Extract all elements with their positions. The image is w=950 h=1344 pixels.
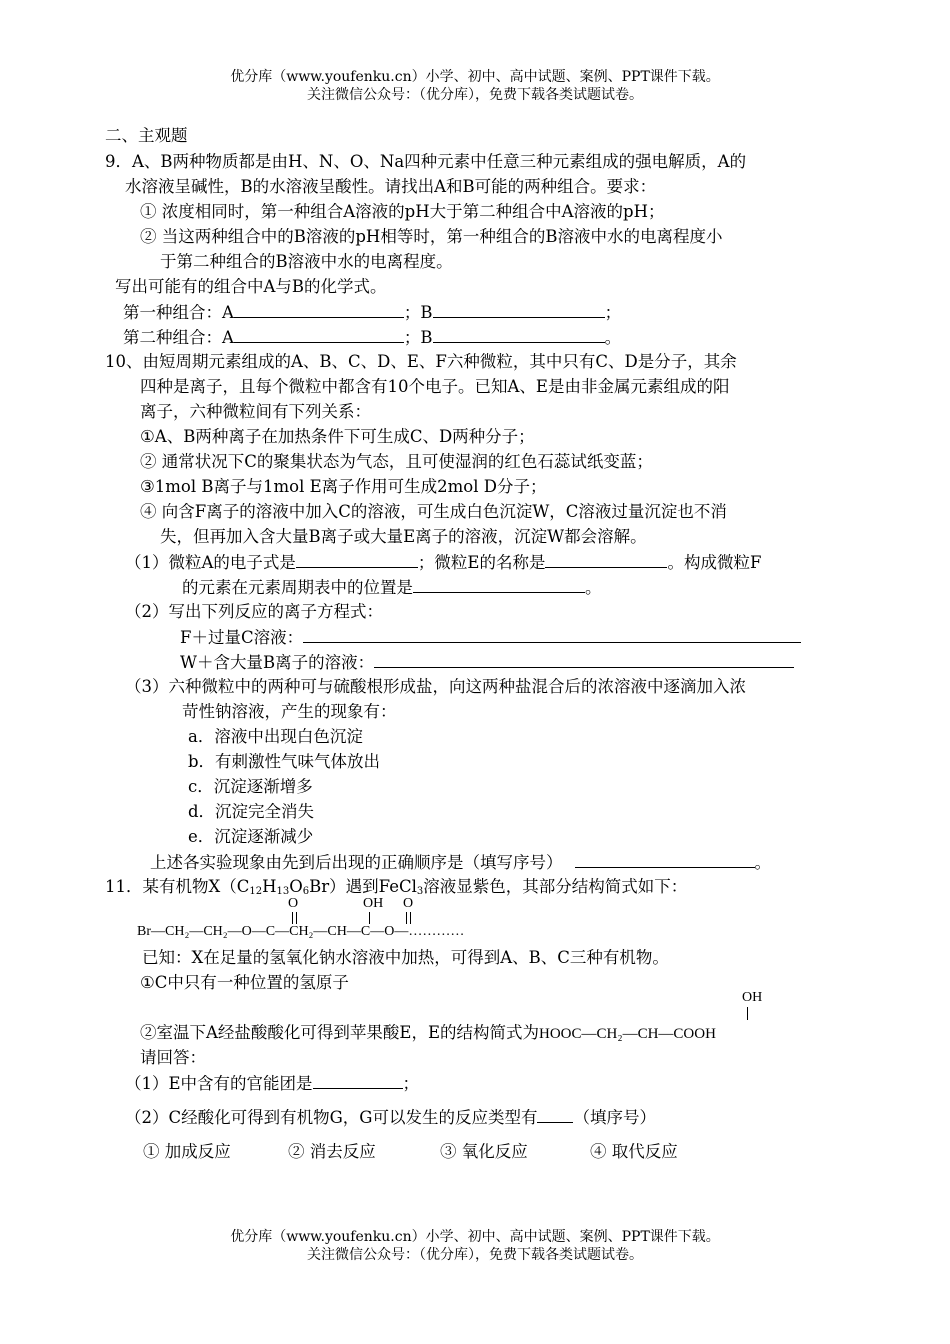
q10-part3a: （3）六种微粒中的两种可与硫酸根形成盐，向这两种盐混合后的浓溶液中逐滴加入浓 xyxy=(125,677,746,696)
malic-oh: OH xyxy=(742,990,763,1005)
q10-order xyxy=(150,850,771,875)
malic-oh-bond xyxy=(747,1007,748,1020)
reaction-type-4: ④ 取代反应 xyxy=(590,1142,678,1161)
sub-6: 6 xyxy=(302,886,310,897)
q11-h: H xyxy=(262,877,277,896)
q11-k1: ①C中只有一种位置的氢原子 xyxy=(140,973,349,992)
combo1-end: ； xyxy=(604,303,622,322)
sub-13: 13 xyxy=(276,886,290,897)
reaction-type-2: ② 消去反应 xyxy=(288,1142,376,1161)
sub-12: 12 xyxy=(249,886,263,897)
option-c: c．沉淀逐渐增多 xyxy=(188,777,313,796)
q11-part2-end: （填序号） xyxy=(573,1108,656,1127)
q9-cond2b: 于第二种组合的B溶液中水的电离程度。 xyxy=(160,252,453,271)
combo2-sep: ；B xyxy=(403,328,433,347)
q10-part2a xyxy=(180,625,801,650)
q10-line1: 10、由短周期元素组成的A、B、C、D、E、F六种微粒，其中只有C、D是分子，其余 xyxy=(105,352,737,371)
double-bond-2a xyxy=(406,912,407,924)
reaction-type-3: ③ 氧化反应 xyxy=(440,1142,528,1161)
combo1-a-blank[interactable] xyxy=(234,300,404,318)
q11-text-b: Br）遇到FeCl xyxy=(309,877,417,896)
e-name-blank[interactable] xyxy=(545,550,667,568)
double-bond-1a xyxy=(292,912,293,924)
combo2-b-blank[interactable] xyxy=(433,325,605,343)
q10-rel3: ③1mol B离子与1mol E离子作用可生成2mol D分子； xyxy=(140,477,547,496)
section-title: 二、主观题 xyxy=(105,126,188,145)
malic-acid-formula: HOOC—CH₂—CH—COOH xyxy=(539,1026,716,1042)
part1-text-b: ；微粒E的名称是 xyxy=(417,553,546,572)
q10-part1 xyxy=(125,550,761,575)
q11-part1-text: （1）E中含有的官能团是 xyxy=(125,1074,313,1093)
combo2-end: 。 xyxy=(604,328,622,347)
part1-text-c: 。构成微粒F xyxy=(667,553,762,572)
order-blank[interactable] xyxy=(575,850,755,868)
sub-3: 3 xyxy=(416,886,424,897)
option-a: a．溶液中出现白色沉淀 xyxy=(188,727,363,746)
k2-text: ②室温下A经盐酸酸化可得到苹果酸E，E的结构简式为 xyxy=(140,1023,540,1042)
part1-text-d: 的元素在元素周期表中的位置是 xyxy=(182,578,413,597)
reaction-type-1: ① 加成反应 xyxy=(143,1142,231,1161)
equation2-blank[interactable] xyxy=(374,650,794,668)
q10-line2: 四种是离子，且每个微粒中都含有10个电子。已知A、E是由非金属元素组成的阳 xyxy=(140,377,730,396)
page-header-line2: 关注微信公众号：（优分库），免费下载各类试题试卷。 xyxy=(307,87,643,103)
double-bond-1b xyxy=(296,912,297,924)
hydroxyl-oh: OH xyxy=(363,896,384,911)
q11-part1-end: ； xyxy=(402,1074,420,1093)
q11-text-a: 11．某有机物X（C xyxy=(105,877,250,896)
single-bond-oh xyxy=(369,912,370,924)
order-text: 上述各实验现象由先到后出现的正确顺序是（填写序号） xyxy=(150,853,563,872)
combo1-sep: ；B xyxy=(403,303,433,322)
equation1-blank[interactable] xyxy=(303,625,801,643)
carbonyl-o-1: O xyxy=(288,896,299,911)
q9-ask: 写出可能有的组合中A与B的化学式。 xyxy=(115,277,387,296)
page-header-line1: 优分库（www.youfenku.cn）小学、初中、高中试题、案例、PPT课件下载。 xyxy=(230,69,720,85)
order-end: 。 xyxy=(754,853,771,872)
combo2-a-blank[interactable] xyxy=(234,325,404,343)
q11-part1 xyxy=(125,1071,419,1096)
q10-part2: （2）写出下列反应的离子方程式： xyxy=(125,602,383,621)
q11-known: 已知：X在足量的氢氧化钠水溶液中加热，可得到A、B、C三种有机物。 xyxy=(142,948,669,967)
q10-part3b: 苛性钠溶液，产生的现象有： xyxy=(182,702,397,721)
q9-line1: 9．A、B两种物质都是由H、N、O、Na四种元素中任意三种元素组成的强电解质，A的 xyxy=(105,152,747,171)
double-bond-2b xyxy=(410,912,411,924)
part1-text-e: 。 xyxy=(585,578,602,597)
q11-text-c: 溶液显紫色，其部分结构简式如下： xyxy=(423,877,688,896)
option-b: b．有刺激性气味气体放出 xyxy=(188,752,381,771)
q10-line3: 离子，六种微粒间有下列关系： xyxy=(140,402,371,421)
q11-answer: 请回答： xyxy=(140,1048,206,1067)
page-footer-line1: 优分库（www.youfenku.cn）小学、初中、高中试题、案例、PPT课件下载。 xyxy=(230,1229,720,1245)
page-footer-line2: 关注微信公众号：（优分库），免费下载各类试题试卷。 xyxy=(307,1247,643,1263)
reaction-type-blank[interactable] xyxy=(537,1105,573,1123)
q9-cond2a: ② 当这两种组合中的B溶液的pH相等时，第一种组合的B溶液中水的电离程度小 xyxy=(140,227,723,246)
part1-text-a: （1）微粒A的电子式是 xyxy=(125,553,296,572)
q11-line1 xyxy=(105,875,687,899)
combo1-label: 第一种组合：A xyxy=(123,303,234,322)
carbonyl-o-2: O xyxy=(403,896,414,911)
q9-line2: 水溶液呈碱性，B的水溶液呈酸性。请找出A和B可能的两种组合。要求： xyxy=(125,177,657,196)
electron-formula-blank[interactable] xyxy=(296,550,418,568)
q11-k2 xyxy=(140,1021,716,1046)
q9-combo1 xyxy=(123,300,621,325)
q10-rel2: ② 通常状况下C的聚集状态为气态，且可使湿润的红色石蕊试纸变蓝； xyxy=(140,452,653,471)
q11-part2 xyxy=(125,1105,656,1130)
combo2-label: 第二种组合：A xyxy=(123,328,234,347)
q10-part1-cont xyxy=(182,575,602,600)
functional-group-blank[interactable] xyxy=(313,1071,403,1089)
q10-rel1: ①A、B两种离子在加热条件下可生成C、D两种分子； xyxy=(140,427,535,446)
combo1-b-blank[interactable] xyxy=(433,300,605,318)
part2a-label: F＋过量C溶液： xyxy=(180,628,304,647)
position-blank[interactable] xyxy=(413,575,585,593)
q9-combo2 xyxy=(123,325,621,350)
option-e: e．沉淀逐渐减少 xyxy=(188,827,314,846)
part2b-label: W＋含大量B离子的溶液： xyxy=(180,653,375,672)
q10-rel4a: ④ 向含F离子的溶液中加入C的溶液，可生成白色沉淀W，C溶液过量沉淀也不消 xyxy=(140,502,727,521)
option-d: d．沉淀完全消失 xyxy=(188,802,315,821)
q11-part2-text: （2）C经酸化可得到有机物G，G可以发生的反应类型有 xyxy=(125,1108,538,1127)
formula-main-chain: Br—CH₂—CH₂—O—C—CH₂—CH—C—O—………… xyxy=(137,924,465,939)
q11-o: O xyxy=(289,877,303,896)
q10-rel4b: 失，但再加入含大量B离子或大量E离子的溶液，沉淀W都会溶解。 xyxy=(160,527,647,546)
q10-part2b xyxy=(180,650,794,675)
q9-cond1: ① 浓度相同时，第一种组合A溶液的pH大于第二种组合中A溶液的pH； xyxy=(140,202,665,221)
